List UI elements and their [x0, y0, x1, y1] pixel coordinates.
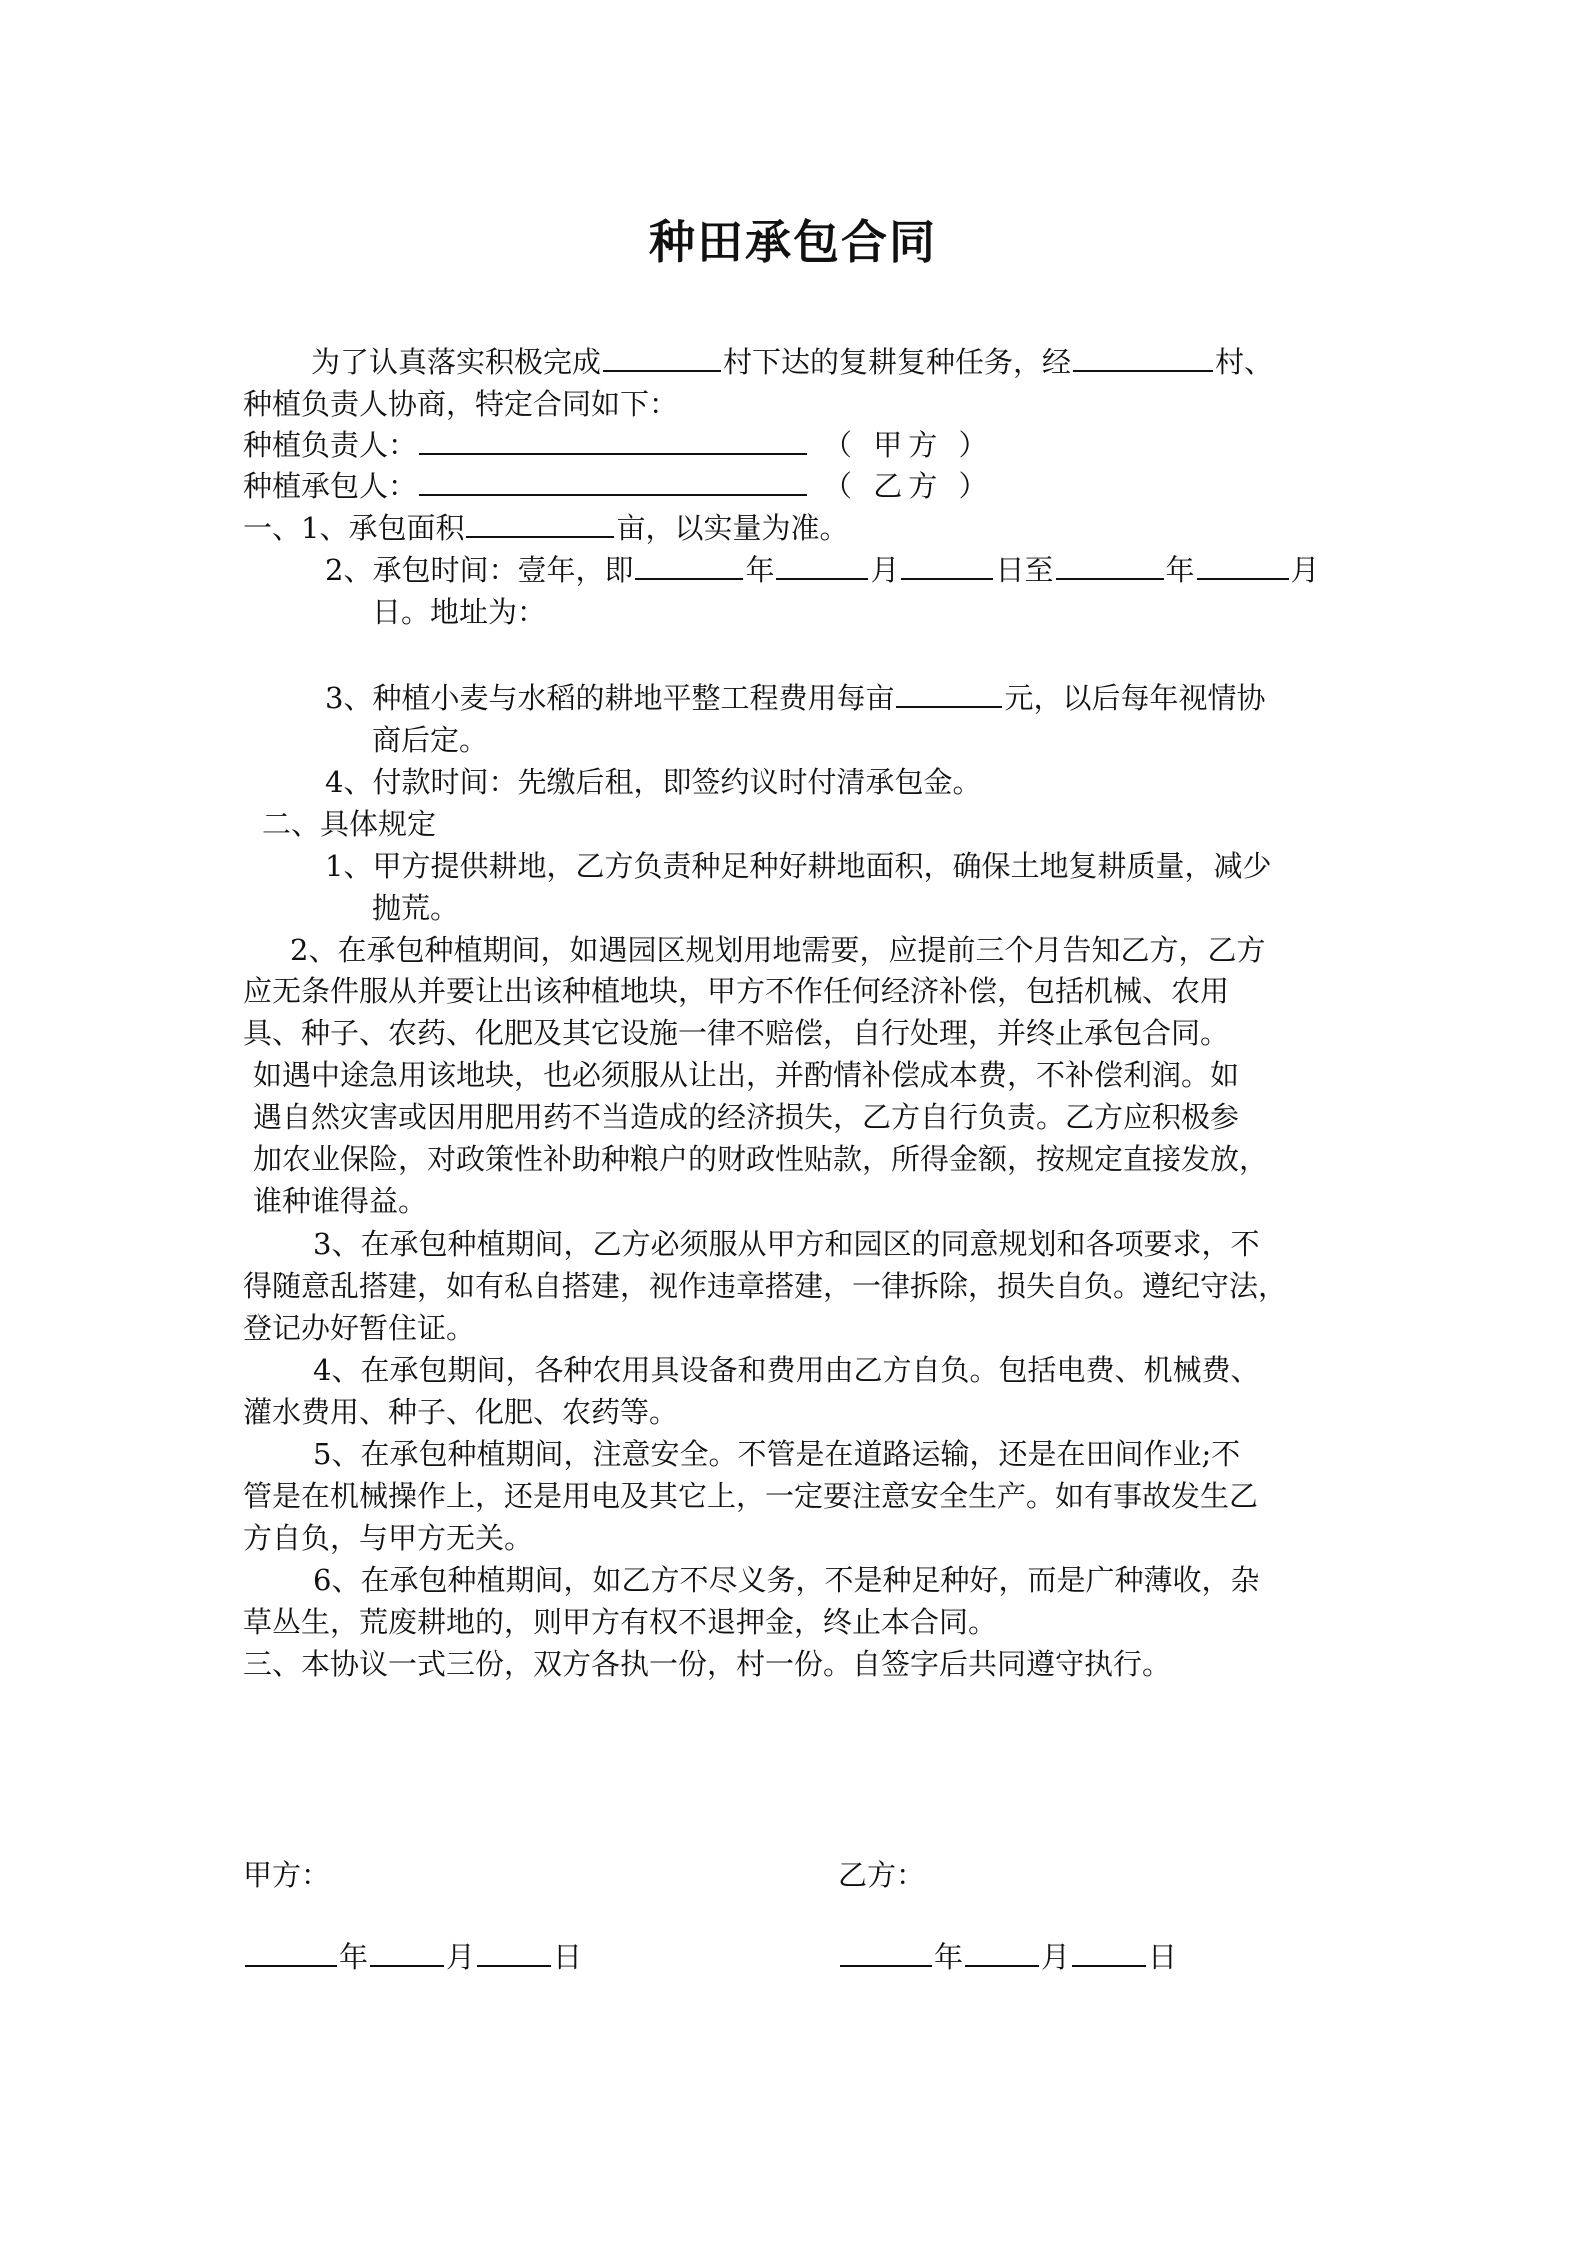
sign-a-month-unit: 月 — [446, 1940, 476, 1974]
s2-r4-l1: 4、在承包期间，各种农用具设备和费用由乙方自负。包括电费、机械费、 — [313, 1353, 1260, 1387]
village-blank-2 — [1073, 342, 1213, 372]
s2-r1-l1: 1、甲方提供耕地，乙方负责种足种好耕地面积，确保土地复耕质量，减少 — [325, 849, 1272, 883]
s2-r6-l1: 6、在承包种植期间，如乙方不尽义务，不是种足种好，而是广种薄收，杂 — [313, 1563, 1260, 1597]
s2-r2-l3: 具、种子、农药、化肥及其它设施一律不赔偿，自行处理，并终止承包合同。 — [243, 1016, 1230, 1050]
s1-item3-label: 3、种植小麦与水稻的耕地平整工程费用每亩 — [325, 681, 895, 715]
sign-b-year-blank — [840, 1937, 932, 1967]
sign-b-year-unit: 年 — [934, 1940, 964, 1974]
party-a-label: 种植负责人： — [243, 428, 418, 462]
sign-party-b: 乙方： — [838, 1858, 926, 1892]
s2-r2-l5: 遇自然灾害或因用肥用药不当造成的经济损失，乙方自行负责。乙方应积极参 — [253, 1100, 1240, 1134]
sign-b-month-blank — [965, 1937, 1039, 1967]
s2-r5-l1: 5、在承包种植期间，注意安全。不管是在道路运输，还是在田间作业;不 — [313, 1437, 1241, 1471]
sign-date-b — [838, 1937, 1177, 1977]
sign-a-month-blank — [370, 1937, 444, 1967]
s2-r4-l2: 灌水费用、种子、化肥、农药等。 — [243, 1395, 679, 1429]
unit-year: 年 — [745, 553, 775, 587]
s2-r2-l4: 如遇中途急用该地块，也必须服从让出，并酌情补偿成本费，不补偿利润。如 — [253, 1058, 1240, 1092]
s1-item1-label: 一、1、承包面积 — [243, 511, 465, 545]
end-year-blank — [1056, 550, 1164, 580]
s2-r5-l2: 管是在机械操作上，还是用电及其它上，一定要注意安全生产。如有事故发生乙 — [243, 1479, 1259, 1513]
s1-item3 — [325, 678, 1265, 718]
unit-month: 月 — [870, 553, 900, 587]
area-blank — [466, 508, 614, 538]
start-day-blank — [901, 550, 993, 580]
s2-r2-l6: 加农业保险，对政策性补助种粮户的财政性贴款，所得金额，按规定直接发放， — [253, 1142, 1269, 1176]
s1-item1 — [243, 508, 848, 548]
s2-r5-l3: 方自负，与甲方无关。 — [243, 1521, 534, 1555]
intro-text-b: 村下达的复耕复种任务，经 — [723, 345, 1072, 379]
s2-r3-l2: 得随意乱搭建，如有私自搭建，视作违章搭建，一律拆除，损失自负。遵纪守法， — [243, 1269, 1288, 1303]
sign-a-year-blank — [245, 1937, 337, 1967]
start-year-blank — [635, 550, 743, 580]
s2-r2-l1: 2、在承包种植期间，如遇园区规划用地需要，应提前三个月告知乙方，乙方 — [290, 933, 1266, 967]
intro-text-a: 为了认真落实积极完成 — [311, 345, 602, 379]
s3-text: 三、本协议一式三份，双方各执一份，村一份。自签字后共同遵守执行。 — [243, 1647, 1172, 1681]
s2-r3-l1: 3、在承包种植期间，乙方必须服从甲方和园区的同意规划和各项要求，不 — [313, 1227, 1260, 1261]
party-a-blank — [419, 425, 807, 455]
s2-r6-l2: 草丛生，荒废耕地的，则甲方有权不退押金，终止本合同。 — [243, 1605, 998, 1639]
start-month-blank — [776, 550, 868, 580]
intro-line-2: 种植负责人协商，特定合同如下： — [243, 387, 679, 421]
sign-party-a: 甲方： — [243, 1858, 331, 1892]
s1-item3-cont: 商后定。 — [372, 723, 489, 757]
intro-text-c: 村、 — [1215, 345, 1274, 379]
unit-to: 日至 — [995, 553, 1054, 587]
document-title: 种田承包合同 — [649, 215, 937, 269]
sign-b-month-unit: 月 — [1041, 1940, 1071, 1974]
party-a-role: （ 甲方 ） — [823, 428, 994, 462]
village-blank — [603, 342, 721, 372]
s1-item2-label: 2、承包时间：壹年，即 — [325, 553, 634, 587]
s2-r3-l3: 登记办好暂住证。 — [243, 1311, 476, 1345]
intro-line-1 — [311, 342, 1273, 382]
s1-item3-tail: 元，以后每年视情协 — [1004, 681, 1266, 715]
s2-r1-l2: 抛荒。 — [372, 891, 460, 925]
party-b-blank — [419, 466, 807, 496]
fee-blank — [896, 678, 1002, 708]
sign-a-day-blank — [477, 1937, 551, 1967]
s2-r2-l7: 谁种谁得益。 — [253, 1184, 428, 1218]
s1-item2-address: 日。地址为： — [372, 595, 547, 629]
party-b-role: （ 乙方 ） — [823, 469, 994, 503]
party-b-label: 种植承包人： — [243, 469, 418, 503]
end-month-blank — [1197, 550, 1289, 580]
s2-heading: 二、具体规定 — [262, 807, 437, 841]
s2-r2-l2: 应无条件服从并要让出该种植地块，甲方不作任何经济补偿，包括机械、农用 — [243, 974, 1230, 1008]
s1-item4: 4、付款时间：先缴后租，即签约议时付清承包金。 — [325, 765, 982, 799]
sign-date-a — [243, 1937, 582, 1977]
s1-item2 — [325, 550, 1320, 590]
sign-b-day-blank — [1072, 1937, 1146, 1967]
sign-b-day-unit: 日 — [1148, 1940, 1178, 1974]
unit-year-2: 年 — [1165, 553, 1195, 587]
sign-a-year-unit: 年 — [339, 1940, 369, 1974]
s1-item1-tail: 亩，以实量为准。 — [616, 511, 849, 545]
party-a-line — [243, 425, 993, 465]
unit-month-2: 月 — [1290, 553, 1320, 587]
sign-a-day-unit: 日 — [553, 1940, 583, 1974]
party-b-line — [243, 466, 993, 506]
